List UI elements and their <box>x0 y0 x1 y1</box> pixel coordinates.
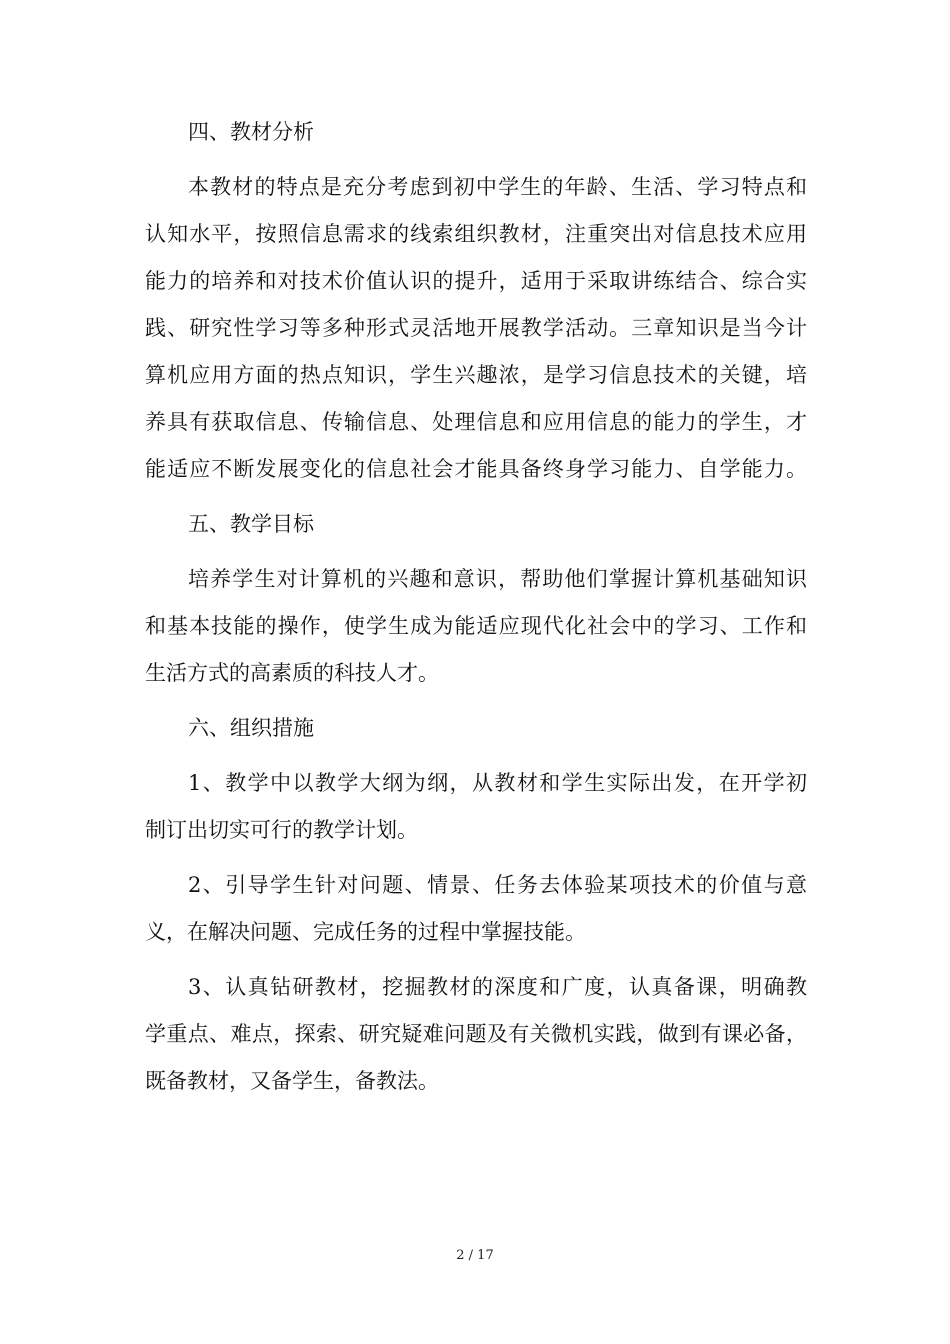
paragraph-line: 本教材的特点是充分考虑到初中学生的年龄、生活、学习特点和 <box>188 175 807 199</box>
list-item-line: 3、认真钻研教材，挖掘教材的深度和广度，认真备课，明确教 <box>188 975 807 999</box>
document-body <box>145 116 807 1098</box>
paragraph-line: 践、研究性学习等多种形式灵活地开展教学活动。三章知识是当今计 <box>145 316 807 340</box>
paragraph-line: 能力的培养和对技术价值认识的提升，适用于采取讲练结合、综合实 <box>145 269 807 293</box>
paragraph-line: 培养学生对计算机的兴趣和意识，帮助他们掌握计算机基础知识 <box>188 567 807 591</box>
paragraph-line: 养具有获取信息、传输信息、处理信息和应用信息的能力的学生，才 <box>145 410 807 434</box>
list-item-line: 2、引导学生针对问题、情景、任务去体验某项技术的价值与意 <box>188 873 807 897</box>
section-heading-textbook-analysis: 四、教材分析 <box>188 120 314 144</box>
list-item-line: 学重点、难点，探索、研究疑难问题及有关微机实践，做到有课必备， <box>145 1022 807 1046</box>
list-item-line: 义，在解决问题、完成任务的过程中掌握技能。 <box>145 920 586 944</box>
paragraph-line: 生活方式的高素质的科技人才。 <box>145 661 439 685</box>
section-heading-teaching-goals: 五、教学目标 <box>188 512 314 536</box>
paragraph-line: 认知水平，按照信息需求的线索组织教材，注重突出对信息技术应用 <box>145 222 807 246</box>
section-heading-organization-measures: 六、组织措施 <box>188 716 314 740</box>
paragraph-line: 算机应用方面的热点知识，学生兴趣浓，是学习信息技术的关键，培 <box>145 363 807 387</box>
list-item-line: 制订出切实可行的教学计划。 <box>145 818 418 842</box>
paragraph-line: 能适应不断发展变化的信息社会才能具备终身学习能力、自学能力。 <box>145 457 807 481</box>
paragraph-line: 和基本技能的操作，使学生成为能适应现代化社会中的学习、工作和 <box>145 614 807 638</box>
list-item-line: 既备教材，又备学生，备教法。 <box>145 1069 439 1093</box>
page-number: 2 / 17 <box>456 1248 494 1263</box>
list-item-line: 1、教学中以教学大纲为纲，从教材和学生实际出发，在开学初 <box>188 771 807 795</box>
